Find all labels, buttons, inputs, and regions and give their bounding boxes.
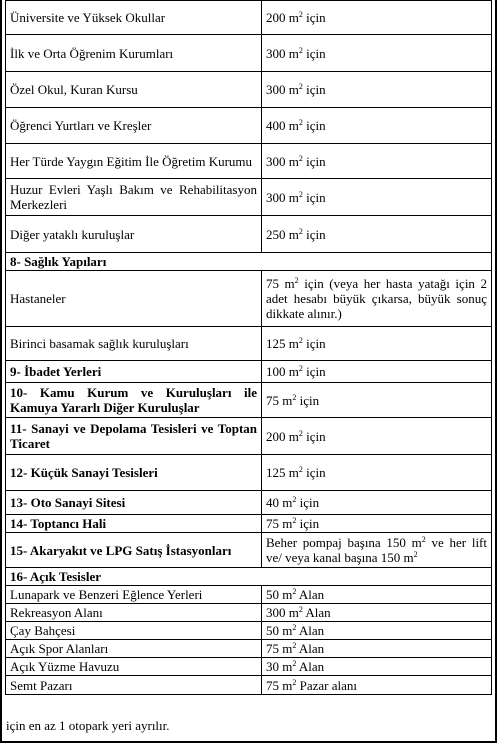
facility-label: Açık Spor Alanları — [6, 640, 262, 658]
facility-label: 10- Kamu Kurum ve Kuruluşları ile Kamuya Yararlı Diğer Kuruluşlar — [6, 383, 262, 418]
area-value: 75 $m^2$ için — [262, 383, 492, 418]
table-row — [6, 361, 492, 383]
area-value: 300 $m^2$ için — [262, 72, 492, 108]
area-value: 400 $m^2$ için — [262, 108, 492, 144]
table-row — [6, 1, 492, 35]
facility-label: Huzur Evleri Yaşlı Bakım ve Rehabilitasyon Merkezleri — [6, 179, 262, 216]
table-row — [6, 640, 492, 658]
table-row — [6, 72, 492, 108]
facility-label: Açık Yüzme Havuzu — [6, 658, 262, 676]
table-row — [6, 491, 492, 515]
facility-label: 14- Toptancı Hali — [6, 515, 262, 533]
section-heading: 8- Sağlık Yapıları — [6, 253, 492, 271]
facility-label: Rekreasyon Alanı — [6, 604, 262, 622]
area-value: Beher pompaj başına 150 $m^2$ ve her lift ve/ veya kanal başına 150 $m^2$ — [262, 533, 492, 568]
facility-label: 12- Küçük Sanayi Tesisleri — [6, 455, 262, 491]
facility-label: Çay Bahçesi — [6, 622, 262, 640]
facility-label: 15- Akaryakıt ve LPG Satış İstasyonları — [6, 533, 262, 568]
facility-label: Özel Okul, Kuran Kursu — [6, 72, 262, 108]
area-value: 125 $m^2$ için — [262, 327, 492, 361]
facility-label: Diğer yataklı kuruluşlar — [6, 216, 262, 253]
parking-requirements-table — [5, 0, 492, 695]
facility-label: Hastaneler — [6, 271, 262, 327]
table-row — [6, 418, 492, 455]
table-row — [6, 515, 492, 533]
facility-label: Birinci basamak sağlık kuruluşları — [6, 327, 262, 361]
facility-label: 9- İbadet Yerleri — [6, 361, 262, 383]
area-value: 75 $m^2$ için (veya her hasta yatağı için 2 adet hesabı büyük çıkarsa, büyük sonuç dikkate alınır.) — [262, 271, 492, 327]
table-row — [6, 108, 492, 144]
area-value: 75 $m^2$ Pazar alanı — [262, 676, 492, 695]
table-row — [6, 327, 492, 361]
area-value: 50 $m^2$ Alan — [262, 586, 492, 604]
table-row — [6, 271, 492, 327]
table-row — [6, 383, 492, 418]
table-row — [6, 455, 492, 491]
table-row — [6, 604, 492, 622]
facility-label: Öğrenci Yurtları ve Kreşler — [6, 108, 262, 144]
section-header-row — [6, 253, 492, 271]
area-value: 300 $m^2$ için — [262, 35, 492, 72]
facility-label: Semt Pazarı — [6, 676, 262, 695]
area-value: 200 $m^2$ için — [262, 1, 492, 35]
facility-label: Her Türde Yaygın Eğitim İle Öğretim Kurumu — [6, 144, 262, 179]
facility-label: İlk ve Orta Öğrenim Kurumları — [6, 35, 262, 72]
section-heading: 16- Açık Tesisler — [6, 568, 492, 586]
table-row — [6, 144, 492, 179]
table-row — [6, 676, 492, 695]
area-value: 200 $m^2$ için — [262, 418, 492, 455]
area-value: 125 $m^2$ için — [262, 455, 492, 491]
area-value: 100 $m^2$ için — [262, 361, 492, 383]
table-row — [6, 658, 492, 676]
facility-label: Lunapark ve Benzeri Eğlence Yerleri — [6, 586, 262, 604]
table-row — [6, 35, 492, 72]
area-value: 30 $m^2$ Alan — [262, 658, 492, 676]
area-value: 75 $m^2$ için — [262, 515, 492, 533]
table-row — [6, 216, 492, 253]
facility-label: 13- Oto Sanayi Sitesi — [6, 491, 262, 515]
facility-label: Üniversite ve Yüksek Okullar — [6, 1, 262, 35]
table-row — [6, 179, 492, 216]
facility-label: 11- Sanayi ve Depolama Tesisleri ve Toptan Ticaret — [6, 418, 262, 455]
table-row — [6, 533, 492, 568]
area-value: 300 $m^2$ için — [262, 179, 492, 216]
footer-note: için en az 1 otopark yeri ayrılır. — [6, 718, 170, 733]
area-value: 50 $m^2$ Alan — [262, 622, 492, 640]
section-header-row — [6, 568, 492, 586]
area-value: 75 $m^2$ Alan — [262, 640, 492, 658]
area-value: 300 $m^2$ için — [262, 144, 492, 179]
area-value: 40 $m^2$ için — [262, 491, 492, 515]
table-row — [6, 586, 492, 604]
area-value: 300 $m^2$ Alan — [262, 604, 492, 622]
table-row — [6, 622, 492, 640]
area-value: 250 $m^2$ için — [262, 216, 492, 253]
